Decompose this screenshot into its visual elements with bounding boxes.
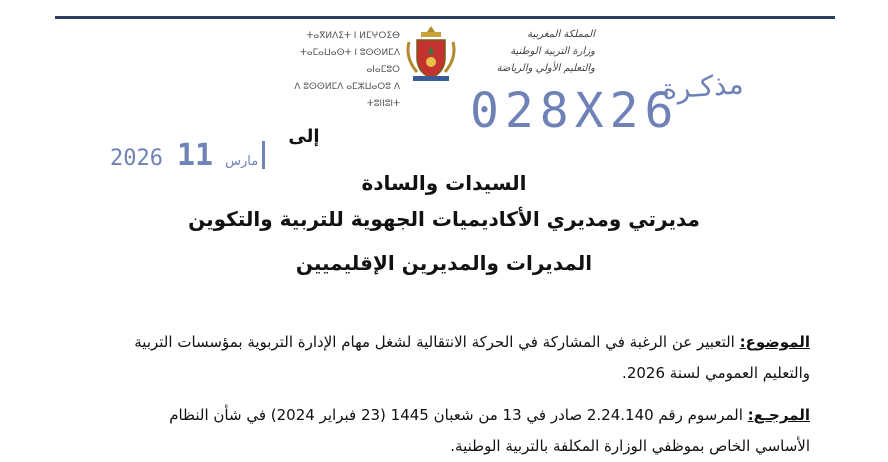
subject-text: التعبير عن الرغبة في المشاركة في الحركة الانتقالية لشغل مهام الإدارة التربوية بمؤسسات التربية والتعليم العمومي لسنة 2026. xyxy=(134,333,810,382)
date-day: 11 xyxy=(176,138,214,173)
tifinagh-line-3: ⴷ ⵓⵙⵙⵍⵎⴷ ⴰⵎⵣⵡⴰⵔⵓ ⴷ ⵜⵓⵏⵏⵓⵏⵜ xyxy=(294,82,400,109)
tifinagh-line-1: ⵜⴰⴳⵍⴷⵉⵜ ⵏ ⵍⵎⵖⵔⵉⴱ xyxy=(306,31,400,41)
tifinagh-line-2: ⵜⴰⵎⴰⵡⴰⵙⵜ ⵏ ⵓⵙⵙⵍⵎⴷ ⴰⵏⴰⵎⵓⵔ xyxy=(299,48,400,75)
memo-stamp-number: 028X26 xyxy=(470,83,680,139)
reference-label: المرجـع: xyxy=(747,406,810,424)
subject-paragraph xyxy=(110,327,810,389)
reference-text: المرسوم رقم 2.24.140 صادر في 13 من شعبان 1445 (23 فبراير 2024) في شأن النظام الأساسي الخاص بموظفي الوزارة المكلفة بالتربية الوطنية. xyxy=(169,406,810,455)
tifinagh-header xyxy=(270,28,400,113)
memo-stamp-word: مذكـرة xyxy=(660,67,745,106)
reference-paragraph xyxy=(110,400,810,462)
ministry-header xyxy=(480,26,595,77)
kingdom-name: المملكة المغربية xyxy=(527,29,595,40)
address-line-2: مديرتي ومديري الأكاديميات الجهوية للتربية والتكوين xyxy=(188,207,700,231)
subject-label: الموضوع: xyxy=(739,333,810,351)
ministry-name-2: والتعليم الأولي والرياضة xyxy=(496,63,595,74)
coat-of-arms-icon xyxy=(403,22,459,84)
ministry-name-1: وزارة التربية الوطنية xyxy=(510,46,595,57)
date-year: 2026 xyxy=(110,146,163,171)
address-line-3: المديرات والمديرين الإقليميين xyxy=(295,251,593,275)
date-month: مارس xyxy=(225,154,259,169)
address-line-1: السيدات والسادة xyxy=(361,171,527,195)
header-rule xyxy=(55,16,835,19)
address-to: إلى xyxy=(288,126,320,147)
